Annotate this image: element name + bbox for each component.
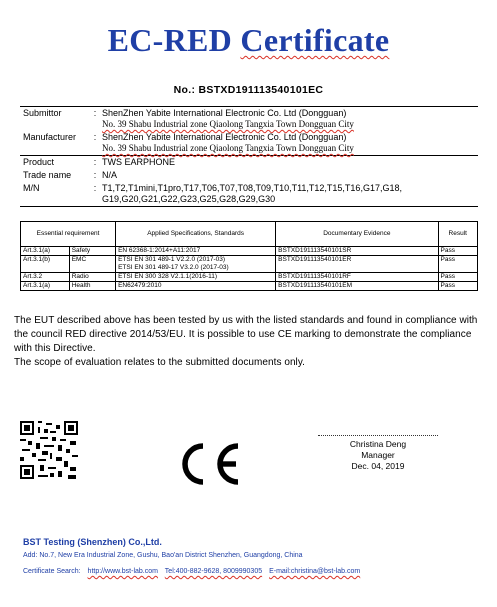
certificate-number [0, 84, 497, 96]
search-label: Certificate Search: [23, 568, 81, 575]
title-part-1: EC-RED [107, 22, 233, 58]
issuer-company-name: BST Testing (Shenzhen) Co.,Ltd. [23, 537, 162, 547]
test-result: Pass [438, 282, 477, 291]
requirement-article: Art.3.1(a) [21, 247, 70, 256]
info-value [100, 182, 478, 207]
standards-header-row [21, 222, 478, 247]
statement-paragraph-2: The scope of evaluation relates to the submitted documents only. [14, 357, 305, 368]
certificate-title [0, 22, 497, 59]
info-value [100, 107, 478, 132]
requirement-category: Health [69, 282, 115, 291]
info-row-manufacturer: Manufacturer : ShenZhen Yabite International Electronic Co. Ltd (Dongguan) No. 39 Shabu Industrial zone Qiaolong Tangxia Town Dongguan City [20, 131, 478, 156]
product-name: TWS EARPHONE [102, 157, 176, 167]
documentary-evidence: BSTXD191113540101RF [276, 273, 438, 282]
applicant-info-table [20, 106, 478, 207]
requirement-category: Radio [69, 273, 115, 282]
info-key: Product [23, 157, 55, 167]
signatory-title: Manager [361, 450, 395, 460]
website-link[interactable]: http://www.bst-lab.com [87, 568, 158, 575]
applied-standard-line: EN62479:2010 [118, 282, 162, 289]
certificate-search-line [23, 568, 365, 575]
manufacturer-address: No. 39 Shabu Industrial zone Qiaolong Tangxia Town Dongguan City [102, 143, 354, 153]
test-result: Pass [438, 247, 477, 256]
info-row-trade-name: Trade name : N/A [20, 169, 478, 182]
signature-date: Dec. 04, 2019 [351, 461, 405, 471]
requirement-article: Art.3.2 [21, 273, 70, 282]
requirement-article: Art.3.1(b) [21, 256, 70, 273]
applied-standard [116, 282, 276, 291]
test-result: Pass [438, 256, 477, 273]
requirement-article: Art.3.1(a) [21, 282, 70, 291]
trade-name-value: N/A [102, 170, 118, 180]
header-documentary-evidence: Documentary Evidence [276, 222, 438, 247]
table-row [21, 273, 478, 282]
applied-standard [116, 256, 276, 273]
issuer-address: Add: No.7, New Era Industrial Zone, Gushu, Bao'an District Shenzhen, Guangdong, China [23, 552, 303, 559]
applied-standard-line: ETSI EN 300 328 V2.1.1(2016-11) [118, 273, 217, 280]
signatory-name: Christina Deng [349, 439, 407, 449]
statement-paragraph-1: The EUT described above has been tested by us with the listed standards and found in compliance with the council RED directive 2014/53/EU. It is possible to use CE marking to demonstrate the compliance with this Directive. [14, 315, 478, 354]
header-applied-specifications: Applied Specifications, Standards [116, 222, 276, 247]
telephone: Tel:400-882-9628, 8009990305 [164, 568, 263, 575]
table-row [21, 282, 478, 291]
header-result: Result [438, 222, 477, 247]
ce-mark-icon [172, 439, 244, 489]
info-key: Submittor [23, 108, 62, 118]
cert-no-label: No.: [173, 84, 196, 96]
info-row-model-number: M/N : T1,T2,T1mini,T1pro,T17,T06,T07,T08,T09,T10,T11,T12,T15,T16,G17,G18, G19,G20,G21,G22,G23,G25,G28,G29,G30 [20, 182, 478, 207]
test-result: Pass [438, 273, 477, 282]
qr-code-icon [20, 421, 78, 479]
info-key: Manufacturer [20, 131, 90, 156]
compliance-statement [14, 314, 484, 370]
manufacturer-name: ShenZhen Yabite International Electronic Co. Ltd (Dongguan) [102, 132, 347, 142]
standards-table [20, 221, 478, 291]
requirement-category: Safety [69, 247, 115, 256]
documentary-evidence: BSTXD191113540101SR [276, 247, 438, 256]
submittor-name: ShenZhen Yabite International Electronic Co. Ltd (Dongguan) [102, 108, 347, 118]
info-key: Trade name [23, 170, 72, 180]
signature-line [318, 429, 438, 436]
table-row [21, 256, 478, 273]
table-row [21, 247, 478, 256]
info-key: M/N [23, 183, 40, 193]
documentary-evidence: BSTXD191113540101EM [276, 282, 438, 291]
applied-standard-line: ETSI EN 301 489-17 V3.2.0 (2017-03) [118, 264, 229, 271]
applied-standard [116, 273, 276, 282]
applied-standard-line: EN 62368-1:2014+A11:2017 [118, 247, 201, 254]
applied-standard-line: ETSI EN 301 489-1 V2.2.0 (2017-03) [118, 256, 226, 263]
submittor-address: No. 39 Shabu Industrial zone Qiaolong Tangxia Town Dongguan City [102, 119, 354, 129]
info-row-product: Product : TWS EARPHONE [20, 156, 478, 170]
title-part-2: Certificate [240, 22, 390, 58]
info-value [100, 131, 478, 156]
email-link[interactable]: E-mail:christina@bst-lab.com [269, 568, 361, 575]
header-essential-requirement: Essential requirement [21, 222, 116, 247]
signatory-block [318, 429, 438, 472]
requirement-category: EMC [69, 256, 115, 273]
model-list-line-1: T1,T2,T1mini,T1pro,T17,T06,T07,T08,T09,T10,T11,T12,T15,T16,G17,G18, [102, 183, 402, 193]
info-row-submittor: Submittor : ShenZhen Yabite International Electronic Co. Ltd (Dongguan) No. 39 Shabu Industrial zone Qiaolong Tangxia Town Dongguan City [20, 107, 478, 132]
applied-standard [116, 247, 276, 256]
model-list-line-2: G19,G20,G21,G22,G23,G25,G28,G29,G30 [102, 194, 276, 204]
cert-no-value: BSTXD191113540101EC [198, 84, 324, 96]
documentary-evidence: BSTXD191113540101ER [276, 256, 438, 273]
